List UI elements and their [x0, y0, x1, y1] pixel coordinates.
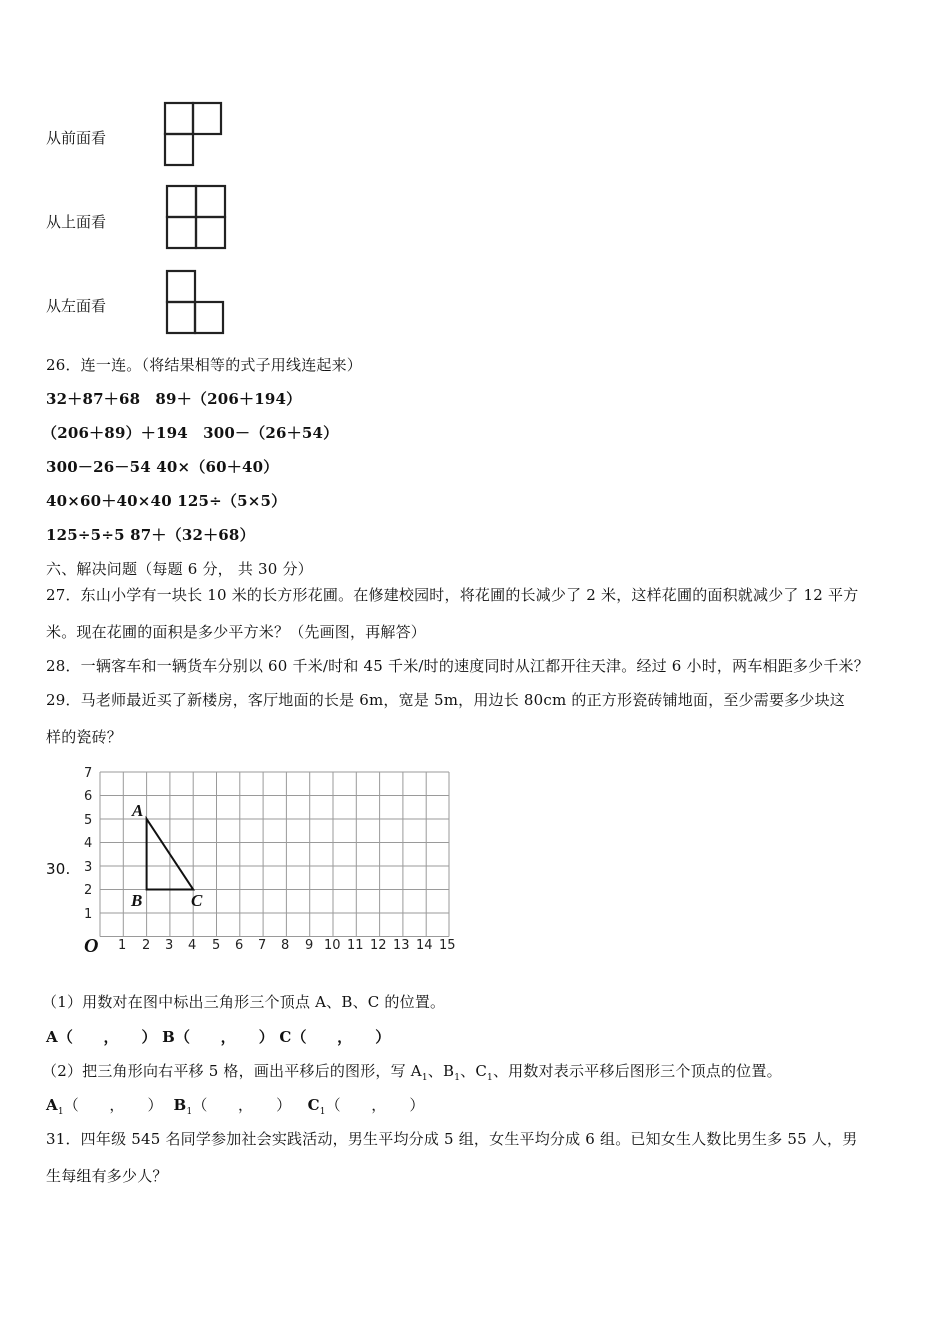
section-heading: 六、解决问题（每题 6 分， 共 30 分）: [46, 560, 313, 578]
q30-part1: （1）用数对在图中标出三角形三个顶点 A、B、C 的位置。: [42, 993, 446, 1011]
q29-line1: 29．马老师最近买了新楼房，客厅地面的长是 6m，宽是 5m，用边长 80cm 的正方形瓷砖铺地面，至少需要多少块这: [46, 691, 846, 709]
q29-line2: 样的瓷砖？: [46, 728, 123, 746]
q27-line2: 米。现在花圃的面积是多少平方米？（先画图，再解答）: [46, 623, 427, 641]
q26-row: 40×60＋40×40 125÷（5×5）: [46, 492, 287, 510]
svg-text:C: C: [191, 891, 203, 910]
q26-title: 26．连一连。（将结果相等的式子用线连起来）: [46, 356, 362, 374]
q28-line1: 28．一辆客车和一辆货车分别以 60 千米/时和 45 千米/时的速度同时从江都开往天津。经过 6 小时，两车相距多少千米？: [46, 657, 869, 675]
view-label-left: 从左面看: [46, 297, 107, 315]
svg-text:2: 2: [84, 883, 93, 898]
svg-text:7: 7: [258, 938, 267, 953]
svg-text:1: 1: [84, 907, 93, 922]
q30-part2: （2）把三角形向右平移 5 格，画出平移后的图形，写 $A_1$、$B_1$、$C_1$、用数对表示平移后图形三个顶点的位置。: [42, 1062, 782, 1083]
svg-text:8: 8: [281, 938, 290, 953]
svg-text:B: B: [131, 891, 143, 910]
top-view-diagram: [160, 183, 230, 253]
svg-text:A: A: [132, 801, 144, 820]
svg-text:3: 3: [84, 860, 93, 875]
svg-text:4: 4: [188, 938, 197, 953]
q26-row: 32＋87＋68 89＋（206＋194）: [46, 390, 302, 408]
q30-answers1: A（ ， ） B（ ， ） C（ ， ）: [46, 1028, 391, 1046]
svg-text:3: 3: [165, 938, 174, 953]
q26-row: 300－26－54 40×（60＋40）: [46, 458, 279, 476]
front-view-diagram: [160, 100, 230, 170]
svg-text:O: O: [84, 935, 99, 957]
svg-text:14: 14: [416, 938, 433, 953]
svg-text:1: 1: [118, 938, 127, 953]
svg-text:4: 4: [84, 836, 93, 851]
svg-text:15: 15: [439, 938, 456, 953]
svg-text:6: 6: [235, 938, 244, 953]
view-label-front: 从前面看: [46, 129, 107, 147]
svg-text:2: 2: [142, 938, 151, 953]
svg-text:11: 11: [347, 938, 364, 953]
q26-row: （206＋89）＋194 300－（26＋54）: [42, 424, 339, 442]
coordinate-grid: [78, 760, 468, 960]
view-label-top: 从上面看: [46, 213, 107, 231]
svg-text:6: 6: [84, 789, 93, 804]
q26-row: 125÷5÷5 87＋（32＋68）: [46, 526, 255, 544]
svg-text:12: 12: [370, 938, 387, 953]
svg-text:5: 5: [212, 938, 221, 953]
q31-line1: 31．四年级 545 名同学参加社会实践活动，男生平均分成 5 组，女生平均分成 6 组。已知女生人数比男生多 55 人，男: [46, 1130, 858, 1148]
svg-text:7: 7: [84, 766, 93, 781]
svg-text:9: 9: [305, 938, 314, 953]
q30-number: 30.: [46, 860, 71, 878]
left-view-diagram: [160, 268, 230, 338]
q27-line1: 27．东山小学有一块长 10 米的长方形花圃。在修建校园时，将花圃的长减少了 2 米，这样花圃的面积就减少了 12 平方: [46, 586, 859, 604]
svg-text:5: 5: [84, 813, 93, 828]
q31-line2: 生每组有多少人？: [46, 1167, 168, 1185]
svg-text:10: 10: [324, 938, 341, 953]
q30-answers2: $A_1$（ ， ） $B_1$（ ， ） $C_1$（ ， ）: [46, 1096, 425, 1117]
svg-text:13: 13: [393, 938, 410, 953]
